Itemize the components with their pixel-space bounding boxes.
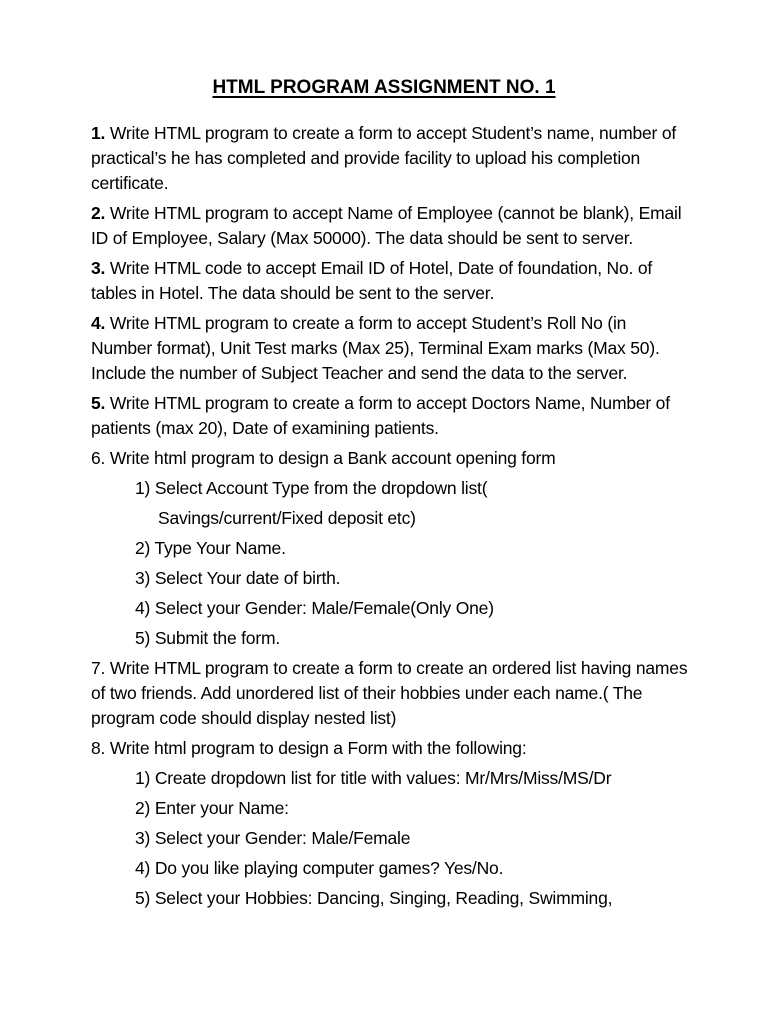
question-5: 5. Write HTML program to create a form to accept Doctors Name, Number of patients (max 20), Date of examining patients. [91, 393, 670, 438]
question-8-item: 2) Enter your Name: [135, 798, 289, 818]
question-7: 7. Write HTML program to create a form to create an ordered list having names of two friends. Add unordered list of their hobbies under each name.( The program code should display nested list) [91, 658, 688, 728]
question-8-item: 4) Do you like playing computer games? Yes/No. [135, 858, 504, 878]
question-8-item: 1) Create dropdown list for title with values: Mr/Mrs/Miss/MS/Dr [135, 768, 612, 788]
question-6: 6. Write html program to design a Bank account opening form [91, 448, 556, 468]
question-6-item: 4) Select your Gender: Male/Female(Only One) [135, 598, 494, 618]
question-6-item: 1) Select Account Type from the dropdown list( [135, 478, 488, 498]
question-1: 1. Write HTML program to create a form to accept Student’s name, number of practical’s he has completed and provide facility to upload his completion certificate. [91, 123, 677, 193]
question-8-item: 3) Select your Gender: Male/Female [135, 828, 411, 848]
document-body [91, 121, 691, 916]
document-title: HTML PROGRAM ASSIGNMENT NO. 1 [212, 77, 556, 98]
question-8: 8. Write html program to design a Form with the following: [91, 738, 527, 758]
question-6-item: 3) Select Your date of birth. [135, 568, 341, 588]
question-2: 2. Write HTML program to accept Name of Employee (cannot be blank), Email ID of Employee, Salary (Max 50000). The data should be sent to server. [91, 203, 682, 248]
question-4: 4. Write HTML program to create a form to accept Student’s Roll No (in Number format), Unit Test marks (Max 25), Terminal Exam marks (Max 50). Include the number of Subject Teacher and send the data to the server. [91, 313, 660, 383]
question-3: 3. Write HTML code to accept Email ID of Hotel, Date of foundation, No. of tables in Hotel. The data should be sent to the server. [91, 258, 653, 303]
question-8-item: 5) Select your Hobbies: Dancing, Singing, Reading, Swimming, [135, 888, 613, 908]
question-6-item: 5) Submit the form. [135, 628, 281, 648]
question-6-item: 2) Type Your Name. [135, 538, 286, 558]
question-6-item: Savings/current/Fixed deposit etc) [158, 508, 416, 528]
